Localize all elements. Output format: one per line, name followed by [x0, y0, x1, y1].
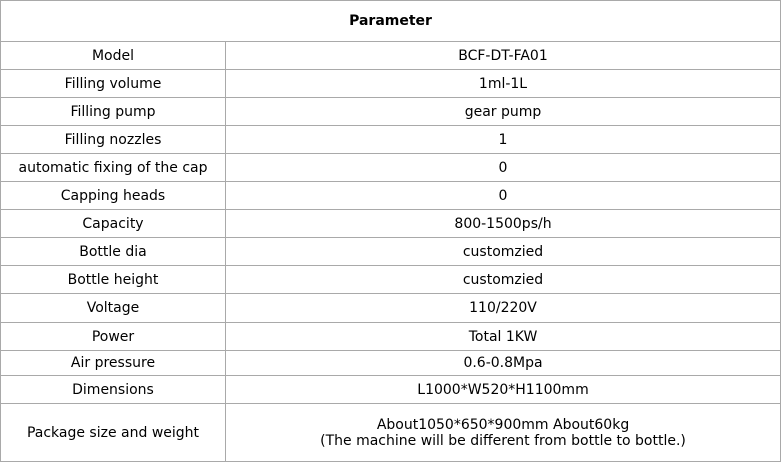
row-label: Filling pump [1, 98, 226, 126]
row-value: Total 1KW [226, 323, 781, 351]
row-value: BCF-DT-FA01 [226, 42, 781, 70]
row-label: Power [1, 323, 226, 351]
table-row [1, 351, 781, 376]
table-row [1, 210, 781, 238]
table-row [1, 323, 781, 351]
row-value: 110/220V [226, 294, 781, 323]
row-value: customzied [226, 238, 781, 266]
row-value-multiline [226, 404, 781, 462]
row-label: Voltage [1, 294, 226, 323]
row-label: automatic fixing of the cap [1, 154, 226, 182]
row-label: Air pressure [1, 351, 226, 376]
table-row [1, 70, 781, 98]
table-row [1, 266, 781, 294]
table-row [1, 294, 781, 323]
table-row [1, 404, 781, 462]
row-value-note: (The machine will be different from bottle to bottle.) [320, 432, 686, 449]
table-header: Parameter [1, 1, 781, 42]
row-label: Capping heads [1, 182, 226, 210]
table-row [1, 238, 781, 266]
row-label: Capacity [1, 210, 226, 238]
table-row [1, 154, 781, 182]
row-value: 0 [226, 182, 781, 210]
table-row [1, 182, 781, 210]
row-value: 0 [226, 154, 781, 182]
table-row [1, 376, 781, 404]
row-value: customzied [226, 266, 781, 294]
row-value: About1050*650*900mm About60kg [376, 416, 630, 433]
row-value: 1 [226, 126, 781, 154]
row-label: Filling nozzles [1, 126, 226, 154]
table-row [1, 42, 781, 70]
row-label: Dimensions [1, 376, 226, 404]
row-value: 1ml-1L [226, 70, 781, 98]
row-label: Bottle height [1, 266, 226, 294]
row-value: 0.6-0.8Mpa [226, 351, 781, 376]
table-row [1, 98, 781, 126]
table-row [1, 126, 781, 154]
row-label: Bottle dia [1, 238, 226, 266]
row-value: 800-1500ps/h [226, 210, 781, 238]
row-label: Model [1, 42, 226, 70]
table-header-row [1, 1, 781, 42]
row-value: gear pump [226, 98, 781, 126]
row-label: Package size and weight [1, 404, 226, 462]
row-label: Filling volume [1, 70, 226, 98]
row-value: L1000*W520*H1100mm [226, 376, 781, 404]
